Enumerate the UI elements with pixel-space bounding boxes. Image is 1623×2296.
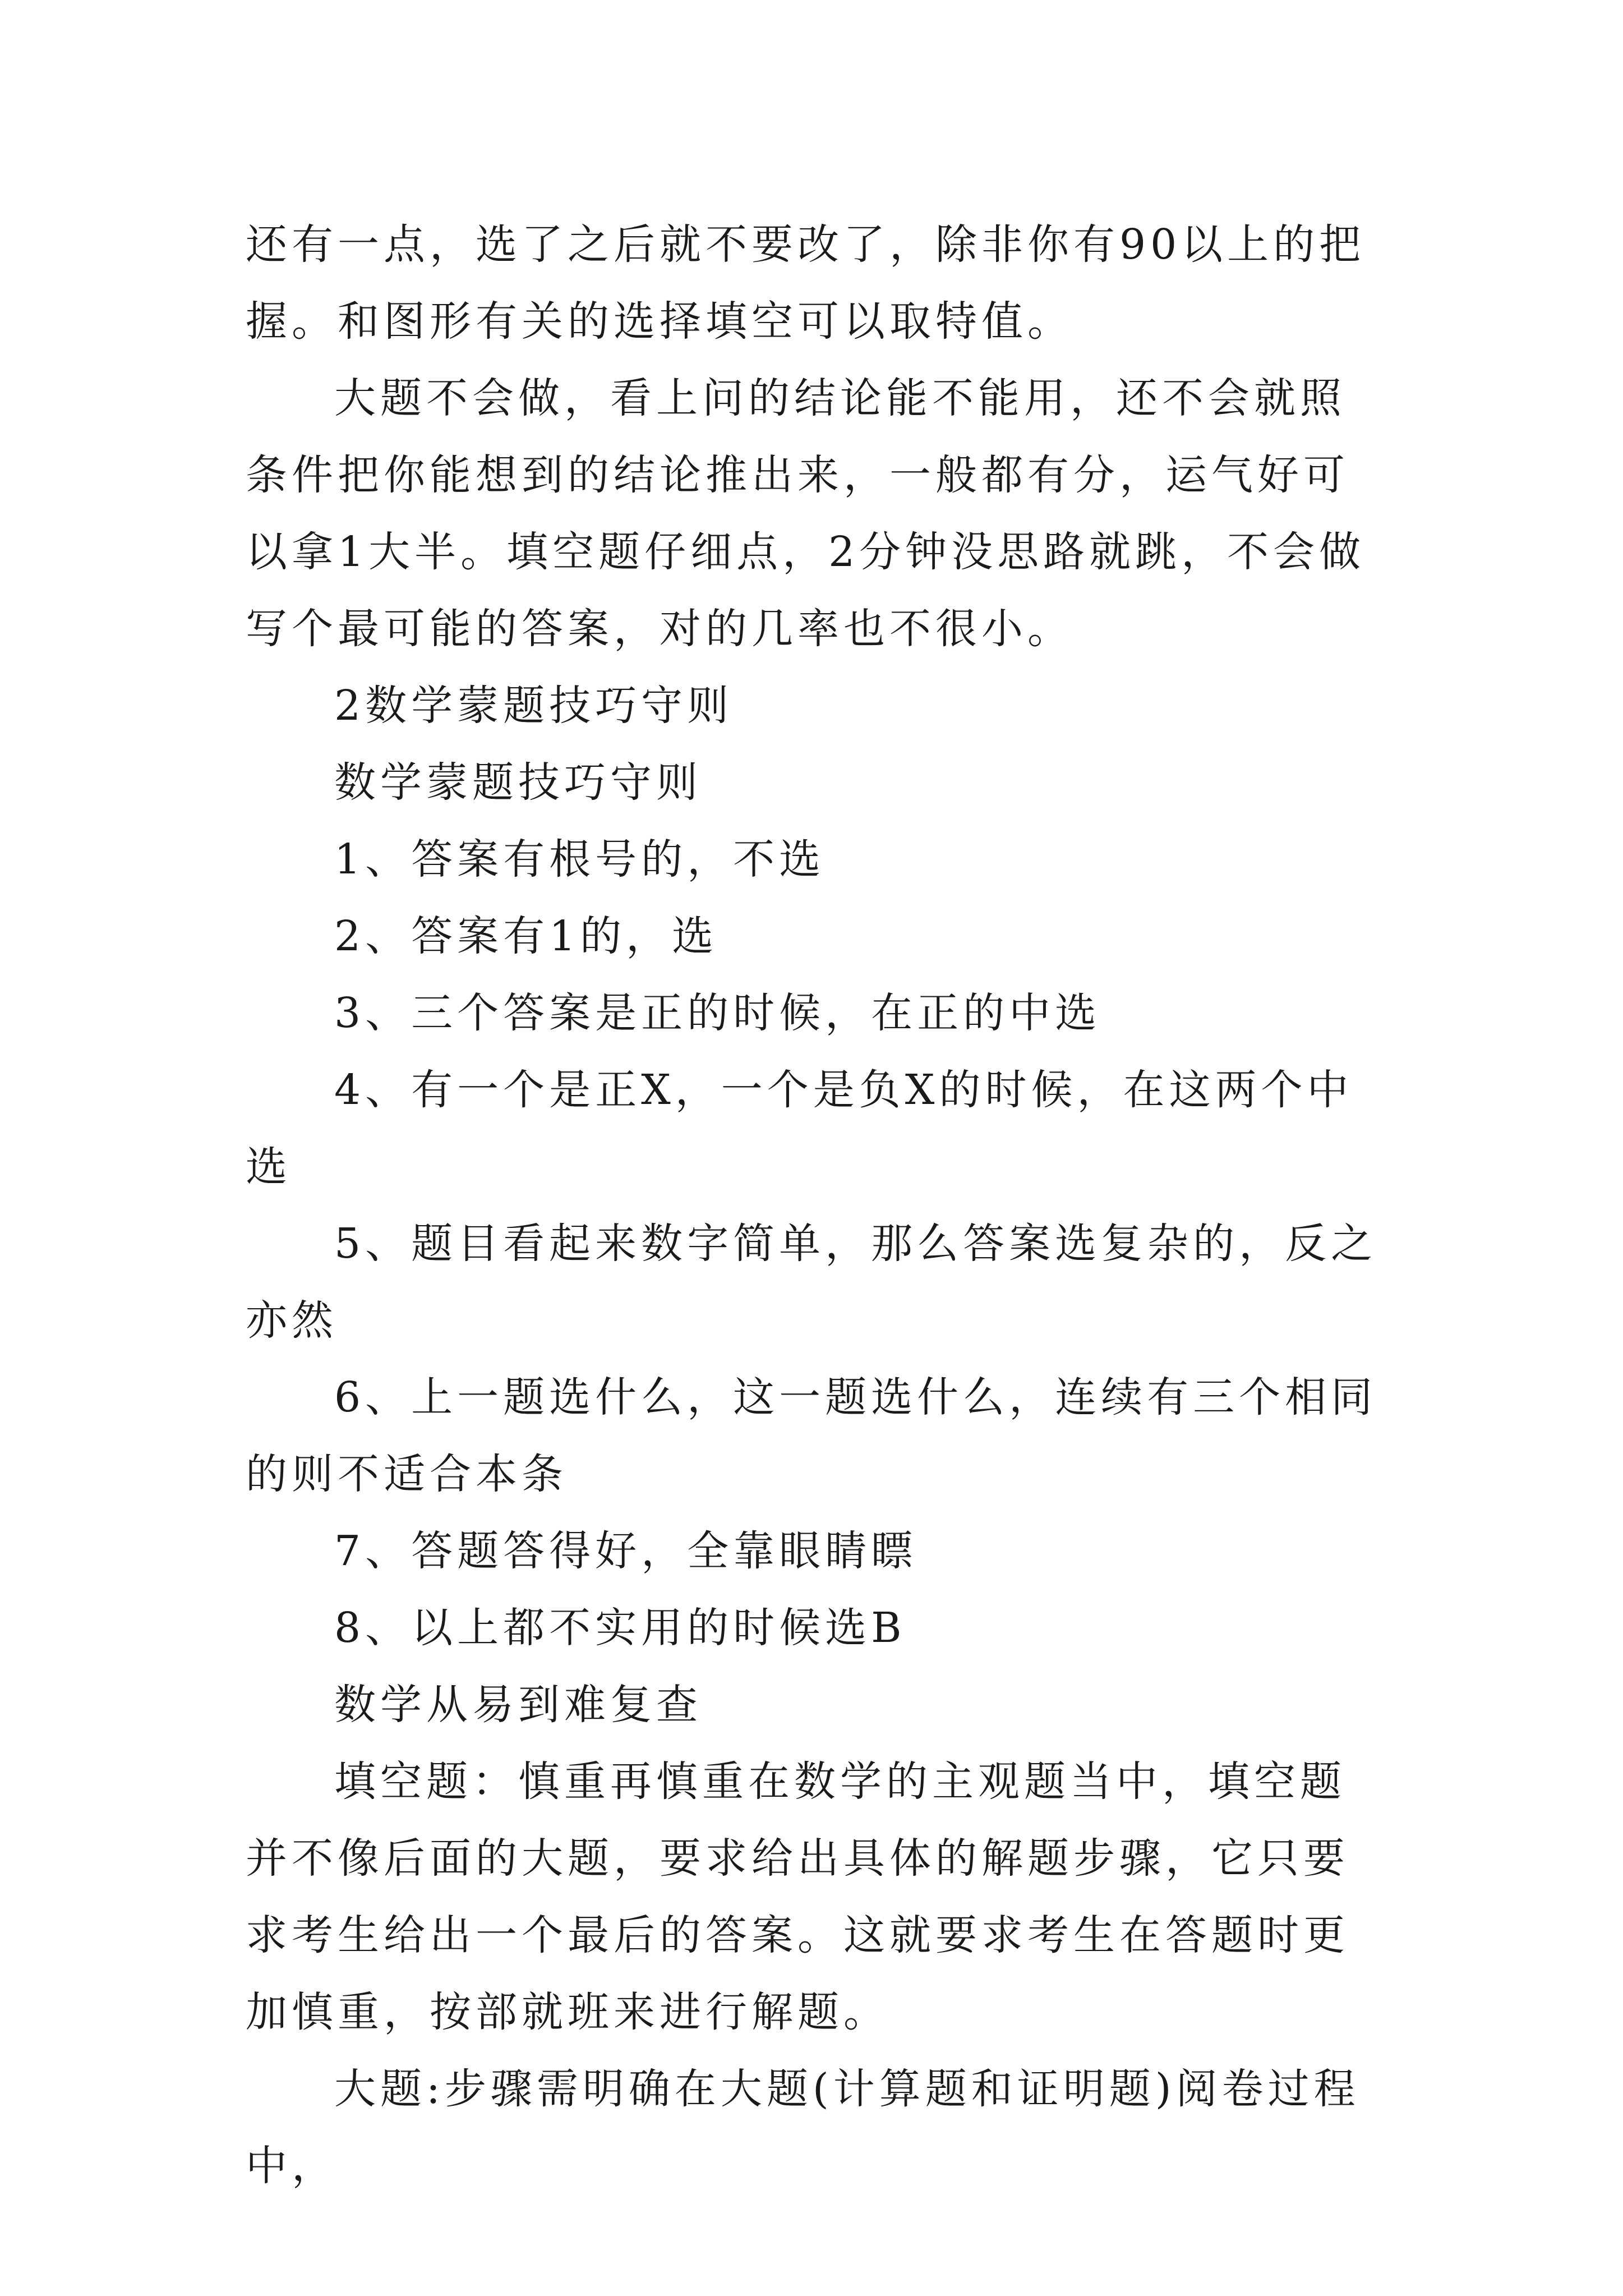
list-item: 4、有一个是正X，一个是负X的时候，在这两个中选	[246, 1066, 1353, 1191]
list-item: 6、上一题选什么，这一题选什么，连续有三个相同的则不适合本条	[246, 1373, 1377, 1498]
subheading: 数学从易到难复查	[334, 1681, 702, 1729]
list-item: 3、三个答案是正的时候，在正的中选	[334, 989, 1101, 1037]
paragraph: 还有一点，选了之后就不要改了，除非你有90以上的把握。和图形有关的选择填空可以取特值。	[246, 220, 1366, 346]
list-item: 5、题目看起来数字简单，那么答案选复杂的，反之亦然	[246, 1220, 1377, 1345]
paragraph: 填空题：慎重再慎重在数学的主观题当中，填空题并不像后面的大题，要求给出具体的解题步骤，它只要求考生给出一个最后的答案。这就要求考生在答题时更加慎重，按部就班来进行解题。	[246, 1757, 1349, 2036]
subheading: 数学蒙题技巧守则	[334, 758, 702, 807]
list-item: 1、答案有根号的，不选	[334, 835, 826, 884]
list-item: 8、以上都不实用的时候选B	[334, 1604, 906, 1652]
paragraph: 大题:步骤需明确在大题(计算题和证明题)阅卷过程中，	[246, 2065, 1360, 2190]
document-body	[246, 206, 1378, 2205]
list-item: 7、答题答得好，全靠眼睛瞟	[334, 1527, 917, 1575]
list-item: 2、答案有1的，选	[334, 912, 718, 960]
paragraph: 大题不会做，看上问的结论能不能用，还不会就照条件把你能想到的结论推出来，一般都有分，运气好可以拿1大半。填空题仔细点，2分钟没思路就跳，不会做写个最可能的答案，对的几率也不很小。	[246, 374, 1366, 653]
section-heading: 2数学蒙题技巧守则	[334, 682, 734, 730]
